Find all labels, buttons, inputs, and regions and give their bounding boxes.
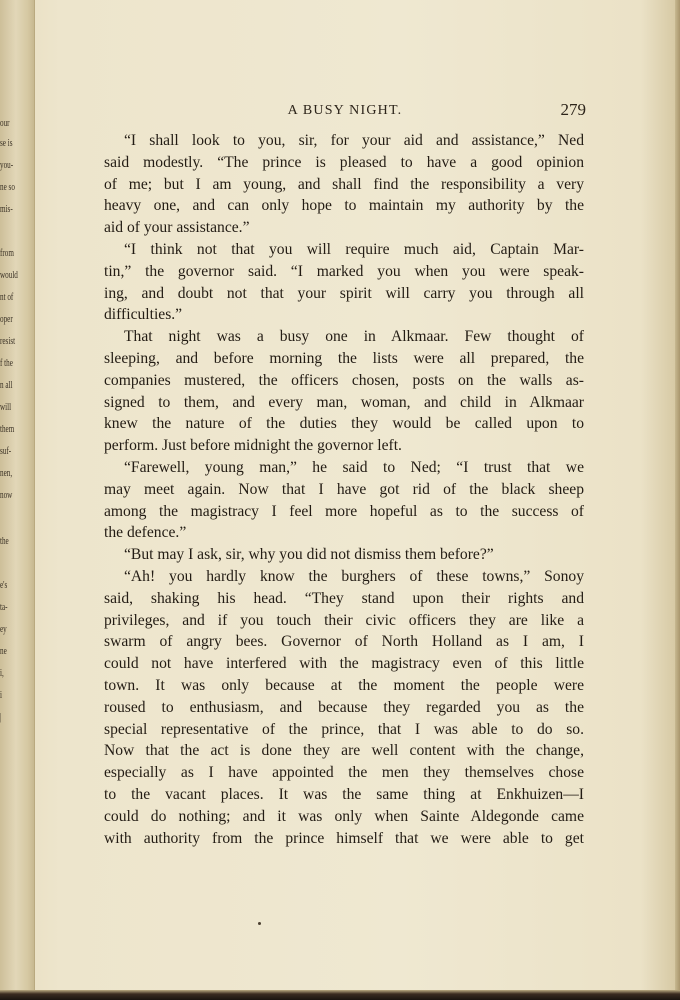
text-line: the defence.” [104, 524, 187, 542]
text-line: “Ah! you hardly know the burghers of these towns,” Sonoy [124, 567, 584, 585]
margin-fragment: f the [0, 357, 13, 369]
text-line: may meet again. Now that I have got rid of the black sheep [104, 480, 584, 498]
margin-fragment: n all [0, 379, 13, 391]
text-line: tin,” the governor said. “I marked you when you were speak- [104, 262, 584, 280]
margin-fragment: e's [0, 579, 8, 591]
margin-fragment: | [0, 711, 2, 723]
margin-fragment: nt of [0, 291, 14, 303]
text-line: said, shaking his head. “They stand upon their rights and [104, 589, 584, 607]
page-bottom-edge [0, 990, 680, 1000]
margin-fragment: mis- [0, 203, 13, 215]
print-speck [258, 922, 261, 925]
margin-fragment: resist [0, 335, 16, 347]
margin-fragment: would [0, 269, 18, 281]
text-line: could do nothing; and it was only when Sainte Aldegonde came [104, 807, 584, 825]
text-line: knew the nature of the duties they would be called upon to [104, 415, 584, 433]
text-line: ing, and doubt not that your spirit will carry you through all [104, 284, 584, 302]
margin-fragment: ta- [0, 601, 8, 613]
running-title: A BUSY NIGHT. [287, 103, 403, 118]
page-body [104, 130, 584, 849]
margin-fragment: ne [0, 645, 7, 657]
text-line: town. It was only because at the moment the people were [104, 676, 584, 694]
text-line: swarm of angry bees. Governor of North Holland as I am, I [104, 633, 584, 651]
text-line: signed to them, and every man, woman, and child in Alkmaar [104, 393, 584, 411]
margin-fragment: them [0, 423, 15, 435]
margin-fragment: oper [0, 313, 13, 325]
margin-fragment: suf- [0, 445, 12, 457]
page-number: 279 [560, 100, 586, 119]
text-line: special representative of the prince, that I was able to do so. [104, 720, 584, 738]
text-line: difficulties.” [104, 306, 183, 324]
text-line: among the magistracy I feel more hopeful as to the success of [104, 502, 584, 520]
margin-fragment: i [0, 689, 2, 701]
margin-fragment: ey [0, 623, 7, 635]
margin-fragment: now [0, 489, 13, 501]
margin-fragment: ne so [0, 181, 15, 193]
text-line: sleeping, and before morning the lists were all prepared, the [104, 349, 584, 367]
text-line: Now that the act is done they are well content with the change, [104, 742, 584, 760]
text-line: perform. Just before midnight the governor left. [104, 437, 402, 455]
margin-fragment: you- [0, 159, 14, 171]
text-line: aid of your assistance.” [104, 219, 250, 237]
text-line: to the vacant places. It was the same thing at Enkhuizen—I [104, 785, 584, 803]
page-right-edge [675, 0, 680, 1000]
margin-fragment: our [0, 117, 10, 129]
margin-fragment: se is [0, 137, 13, 149]
text-line: heavy one, and can only hope to maintain my authority by the [104, 197, 584, 215]
text-line: roused to enthusiasm, and because they regarded you as the [104, 698, 584, 716]
text-line: “Farewell, young man,” he said to Ned; “I trust that we [124, 458, 584, 476]
text-line: That night was a busy one in Alkmaar. Few thought of [124, 328, 584, 346]
text-line: could not have interfered with the magistracy even of this little [104, 655, 584, 673]
margin-fragment: nen, [0, 467, 13, 479]
text-line: “I think not that you will require much aid, Captain Mar- [124, 240, 584, 258]
text-line: especially as I have appointed the men they themselves chose [104, 764, 584, 782]
margin-fragment: from [0, 247, 14, 259]
margin-fragment: will [0, 401, 12, 413]
margin-fragment: the [0, 535, 9, 547]
text-line: privileges, and if you touch their civic officers they are like a [104, 611, 584, 629]
text-line: “But may I ask, sir, why you did not dismiss them before?” [124, 546, 494, 564]
text-line: of me; but I am young, and shall find the responsibility a very [104, 175, 584, 193]
margin-fragment: i, [0, 667, 4, 679]
text-line: said modestly. “The prince is pleased to have a good opinion [104, 153, 584, 171]
running-header [104, 100, 586, 122]
text-line: “I shall look to you, sir, for your aid and assistance,” Ned [124, 132, 584, 149]
text-line: companies mustered, the officers chosen, posts on the walls as- [104, 371, 584, 389]
text-line: with authority from the prince himself that we were able to get [104, 829, 584, 847]
